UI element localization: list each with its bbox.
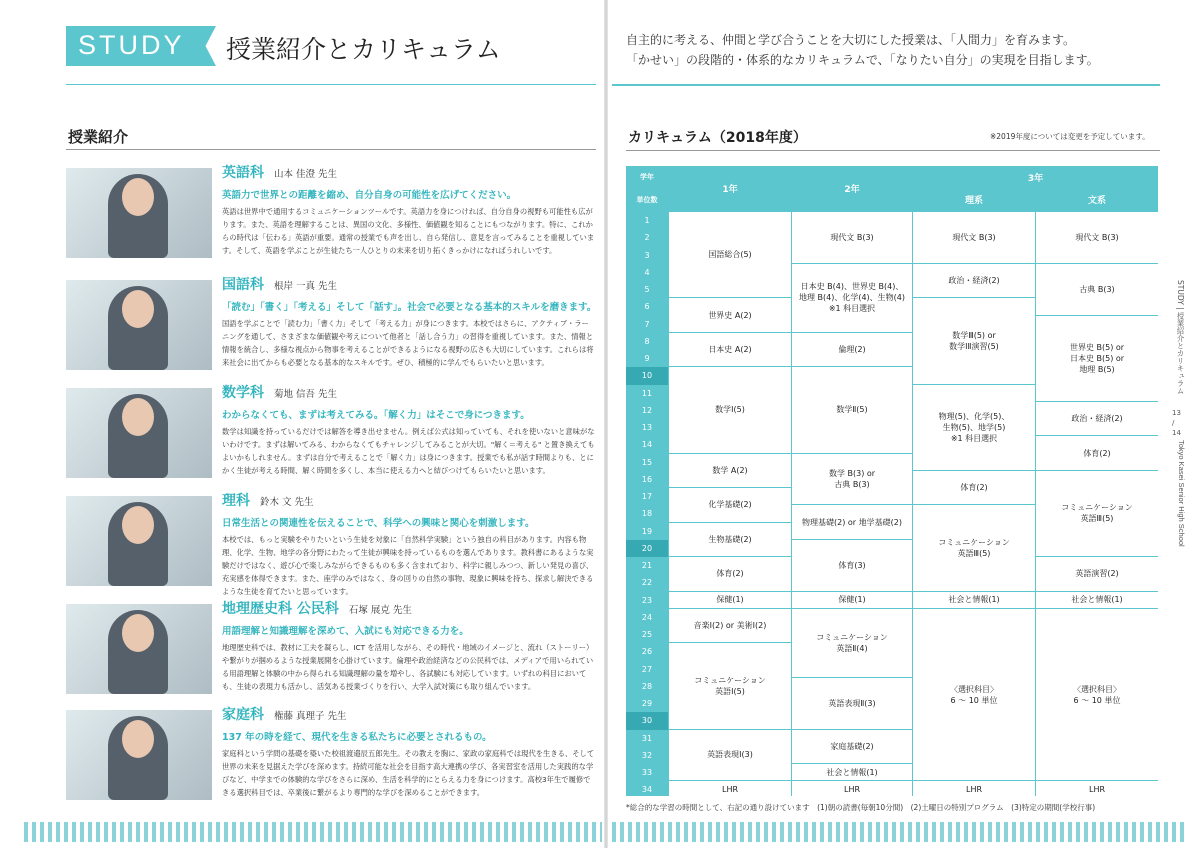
curriculum-cell: コミュニケーション 英語Ⅱ(4) [792, 609, 912, 677]
unit-number: 28 [641, 681, 653, 691]
subject-catchphrase: 用語理解と知識理解を深めて、入試にも対応できる力を。 [222, 626, 469, 637]
unit-number: 9 [644, 354, 650, 363]
curriculum-cell: 物理基礎(2) or 地学基礎(2) [792, 505, 912, 539]
curriculum-cell: LHR [669, 781, 791, 797]
unit-number: 8 [644, 336, 650, 346]
curriculum-cell: 体育(2) [1036, 436, 1158, 470]
teacher-name: 権藤 真理子 先生 [274, 711, 347, 722]
teacher-name: 石塚 展克 先生 [348, 605, 412, 616]
curriculum-cell: 社会と情報(1) [792, 764, 912, 780]
curriculum-cell: 音楽Ⅰ(2) or 美術Ⅰ(2) [669, 609, 791, 643]
unit-number: 25 [641, 630, 653, 639]
subject-name: 数学科 [222, 385, 264, 401]
curriculum-cell: 現代文 B(3) [913, 212, 1035, 263]
unit-number: 3 [644, 250, 650, 260]
page-numbers [1172, 408, 1181, 438]
curriculum-cell: 数学Ⅲ(5) or 数学ⅠⅡ演習(5) [913, 298, 1035, 383]
curriculum-cell: 倫理(2) [792, 333, 912, 367]
curriculum-cell: コミュニケーション 英語Ⅰ(5) [669, 643, 791, 728]
unit-number: 19 [641, 526, 653, 536]
curriculum-cell: 家庭基礎(2) [792, 730, 912, 764]
teacher-photo [66, 388, 212, 478]
unit-number: 31 [641, 733, 653, 743]
curriculum-cell: 古典 B(3) [1036, 264, 1158, 315]
curriculum-cell: 〈選択科目〉 6 〜 10 単位 [1036, 609, 1158, 781]
curriculum-cell: 政治・経済(2) [1036, 402, 1158, 436]
subject-content [222, 274, 596, 369]
curriculum-cell: LHR [792, 781, 912, 797]
curriculum-note-bottom: *総合的な学習の時間として、右記の通り設けています (1)朝の読書(毎朝10分間) (2)土曜日の特別プログラム (3)特定の期間(学校行事) [626, 803, 1096, 812]
curriculum-cell: 体育(3) [792, 540, 912, 591]
header-year2: 2年 [844, 184, 860, 195]
teacher-photo [66, 280, 212, 370]
unit-number: 32 [641, 750, 653, 760]
curriculum-cell: 体育(2) [913, 471, 1035, 505]
unit-number: 30 [626, 712, 668, 729]
teacher-name: 鈴木 文 先生 [260, 497, 314, 508]
teacher-name: 菊地 信吾 先生 [274, 389, 338, 400]
lead-line-1: 自主的に考える、仲間と学び合うことを大切にした授業は、「人間力」を育みます。 [626, 33, 1076, 47]
unit-number: 26 [641, 647, 653, 657]
subject-body: 家庭科という学問の基礎を築いた校祖渡邉辰五郎先生。その教えを胸に、家政の家庭科では現代を生きる、そして世界の未来を見据えた学びを深めます。持続可能な社会を目指す高大連携の学び、各実習室を活用した実践的な学びなど、中学までの体験的な学びをさらに深め、生活を科学的にとらえる力を身につけます。高校3年生で履修できる選択科目では、卒業後に繋がるより専門的な学びを深めることができます。 [222, 749, 595, 797]
subject-catchphrase: わからなくても、まずは考えてみる。「解く力」はそこで身につきます。 [222, 410, 530, 421]
curriculum-cell: 社会と情報(1) [913, 592, 1035, 608]
curriculum-cell: コミュニケーション 英語Ⅲ(5) [1036, 471, 1158, 556]
curriculum-cell: 数学 A(2) [669, 454, 791, 488]
unit-number: 5 [644, 285, 650, 294]
curriculum-cell: 英語表現Ⅱ(3) [792, 678, 912, 729]
unit-number: 15 [641, 457, 653, 467]
curriculum-table [626, 166, 1158, 796]
unit-number: 17 [641, 492, 653, 501]
teacher-photo [66, 168, 212, 258]
unit-number: 6 [644, 302, 650, 312]
subject-catchphrase: 「読む」「書く」「考える」そして「話す」。社会で必要となる基本的スキルを磨きます。 [222, 302, 597, 313]
curriculum-cell: 世界史 B(5) or 日本史 B(5) or 地理 B(5) [1036, 316, 1158, 401]
subject-content [222, 704, 596, 799]
unit-number: 18 [641, 509, 653, 519]
unit-number: 33 [641, 768, 653, 777]
curriculum-heading: カリキュラム（2018年度） [628, 130, 807, 146]
subject-catchphrase: 日常生活との関連性を伝えることで、科学への興味と関心を刺激します。 [222, 518, 535, 529]
curriculum-cell: 日本史 B(4)、世界史 B(4)、 地理 B(4)、化学(4)、生物(4) ※1 科目選択 [792, 264, 912, 332]
unit-number: 11 [641, 388, 653, 398]
curriculum-cell: 現代文 B(3) [1036, 212, 1158, 263]
curriculum-cell: 生物基礎(2) [669, 523, 791, 557]
header-humanities: 文系 [1087, 195, 1106, 206]
unit-number: 7 [644, 319, 650, 329]
curriculum-cell: コミュニケーション 英語Ⅲ(5) [913, 505, 1035, 590]
stripe-decoration-right [612, 822, 1184, 842]
subject-catchphrase: 英語力で世界との距離を縮め、自分自身の可能性を広げてください。 [222, 190, 517, 201]
unit-number: 12 [641, 405, 653, 415]
curriculum-cell: 数学Ⅰ(5) [669, 367, 791, 452]
teacher-photo [66, 604, 212, 694]
unit-number: 34 [641, 785, 653, 795]
unit-label: 単位数 [636, 196, 658, 204]
header-year1: 1年 [722, 184, 738, 195]
grade-label: 学年 [640, 173, 654, 181]
intro-heading: 授業紹介 [68, 128, 129, 146]
subject-name: 家庭科 [222, 707, 264, 723]
curriculum-cell: LHR [1036, 781, 1158, 797]
teacher-photo [66, 710, 212, 800]
curriculum-cell: 保健(1) [669, 592, 791, 608]
unit-number: 14 [641, 440, 653, 450]
teacher-photo [66, 496, 212, 586]
curriculum-cell: 英語表現Ⅰ(3) [669, 730, 791, 781]
unit-number: 27 [641, 664, 653, 674]
subject-name: 理科 [222, 493, 250, 509]
unit-number: 29 [641, 699, 653, 708]
curriculum-cell: 物理(5)、化学(5)、 生物(5)、地学(5) ※1 科目選択 [913, 385, 1035, 470]
subject-name: 英語科 [222, 165, 264, 181]
unit-number: 13 [641, 423, 653, 432]
subject-body: 本校では、もっと実験をやりたいという生徒を対象に「自然科学実験」という独自の科目があります。内容も物理、化学、生物、地学の各分野にわたって生徒が興味を持っているものを選んであります。教科書にあるような実験だけではなく、遊び心で楽しみながらできるものも多く含まれており、科学に親しみつつ、新しい発見の喜び、充実感を体得できます。また、座学のみではなく、身の回りの自然の事物、現象に興味を持ち、探求し解決できるような生徒を育てたいと思っています。 [222, 535, 594, 596]
subject-body: 英語は世界中で通用するコミュニケーションツールです。英語力を身につければ、自分自身の視野も可能性も広がります。また、英語を理解することは、異国の文化、多様性、価値観を知ることにもつながります。特に、これからの時代は「伝わる」英語が重要。通常の授業でも声を出し、自ら発信し、意見を言ってみることを重視しています。そして、英語を学ぶことが生徒たち一人ひとりの未来を切り拓くきっかけになればうれしいです。 [222, 207, 595, 255]
curriculum-cell: 社会と情報(1) [1036, 592, 1158, 608]
stripe-decoration-left [24, 822, 602, 842]
subject-body: 地理歴史科では、教材に工夫を凝らし、ICT を活用しながら、その時代・地域のイメージと、流れ（ストーリー）や繋がりが掴めるような授業展開を心掛けています。倫理や政治経済などの公民科では、メディアで用いられている用語理解と体験の中から得られる知識理解の量を増やし、各試験にも対応しています。いずれの科目においても、生徒の表現力も活かし、活気ある授業づくりを行い、大学入試対策にも取り組んでいます。 [222, 643, 594, 691]
page-gutter [604, 0, 608, 848]
subject-catchphrase: 137 年の時を経て、現代を生きる私たちに必要とされるもの。 [222, 732, 492, 743]
curriculum-cell: 英語演習(2) [1036, 557, 1158, 591]
curriculum-cell: 化学基礎(2) [669, 488, 791, 522]
curriculum-cell: 現代文 B(3) [792, 212, 912, 263]
intro-divider [66, 149, 596, 150]
subject-name: 地理歴史科 公民科 [222, 601, 339, 617]
curriculum-cell: 政治・経済(2) [913, 264, 1035, 298]
unit-number: 20 [626, 540, 668, 557]
curriculum-cell: LHR [913, 781, 1035, 797]
subject-content [222, 162, 596, 257]
unit-number: 22 [641, 578, 653, 588]
curriculum-cell: 体育(2) [669, 557, 791, 591]
curriculum-cell: 日本史 A(2) [669, 333, 791, 367]
subject-body: 国語を学ぶことで「読む力」「書く力」そして「考える力」が身につきます。本校ではさらに、アクティブ・ラーニングを通して、さまざまな価値観や考えについて他者と「話し合う力」の習得を重視しています。また、情報と情報を統合し、多様な視点から物事を考えることができるようになる視野の広さも大切にしています。これらは将来社会に出てからも必要となる基本的なスキルです。ぜひ、積極的に学んでもらいたいと思います。 [222, 319, 594, 367]
divider-right [612, 84, 1160, 86]
study-label: STUDY [78, 30, 185, 60]
teacher-name: 根岸 一真 先生 [274, 281, 338, 292]
curriculum-cell: 数学Ⅱ(5) [792, 367, 912, 452]
unit-number: 24 [641, 612, 653, 622]
page-title: 授業紹介とカリキュラム [226, 35, 501, 64]
subject-content [222, 490, 596, 598]
page-numbers-text: 13 / 14 [1172, 409, 1181, 437]
teacher-name: 山本 佳澄 先生 [274, 169, 338, 180]
subject-body: 数学は知識を持っているだけでは解答を導き出せません。例えば公式は知っていても、それを使いないと意味がないわけです。まずは解いてみる、わからなくてもチャレンジしてみることが大切。"解く＝考える" と置き換えてもよいかもしれません。まずは自分で考えることで「解く力」は身につきます。授業でも私が話す時間よりも、とにかく生徒が考える時間、解く時間を多くし、本当に使える力へと結びつけてもらいたいと思います。 [222, 427, 595, 475]
curriculum-cell: 保健(1) [792, 592, 912, 608]
curriculum-cell: 数学 B(3) or 古典 B(3) [792, 454, 912, 505]
unit-number: 1 [644, 216, 650, 225]
curriculum-cell: 世界史 A(2) [669, 298, 791, 332]
unit-number: 2 [644, 233, 650, 243]
unit-number: 21 [641, 561, 653, 570]
subject-content [222, 598, 596, 693]
divider-left [66, 84, 596, 85]
subject-content [222, 382, 596, 477]
lead-line-2: 「かせい」の段階的・体系的なカリキュラムで、「なりたい自分」の実現を目指します。 [626, 53, 1099, 67]
unit-number: 23 [641, 595, 653, 605]
curriculum-divider [626, 150, 1160, 151]
header-year3: 3年 [1027, 173, 1044, 184]
unit-number: 4 [644, 267, 650, 277]
lead-text [626, 30, 1099, 70]
unit-number: 16 [641, 474, 653, 484]
curriculum-cell: 国語総合(5) [669, 212, 791, 297]
side-section-label: STUDY | 授業紹介とカリキュラム [1176, 280, 1185, 395]
header-science: 理系 [964, 195, 983, 206]
side-school-name: Tokyo Kasei Senior High School [1177, 440, 1186, 547]
curriculum-cell: 〈選択科目〉 6 〜 10 単位 [913, 609, 1035, 781]
curriculum-note-top: ※2019年度については変更を予定しています。 [990, 132, 1150, 141]
subject-name: 国語科 [222, 277, 264, 293]
unit-number: 10 [626, 367, 668, 384]
